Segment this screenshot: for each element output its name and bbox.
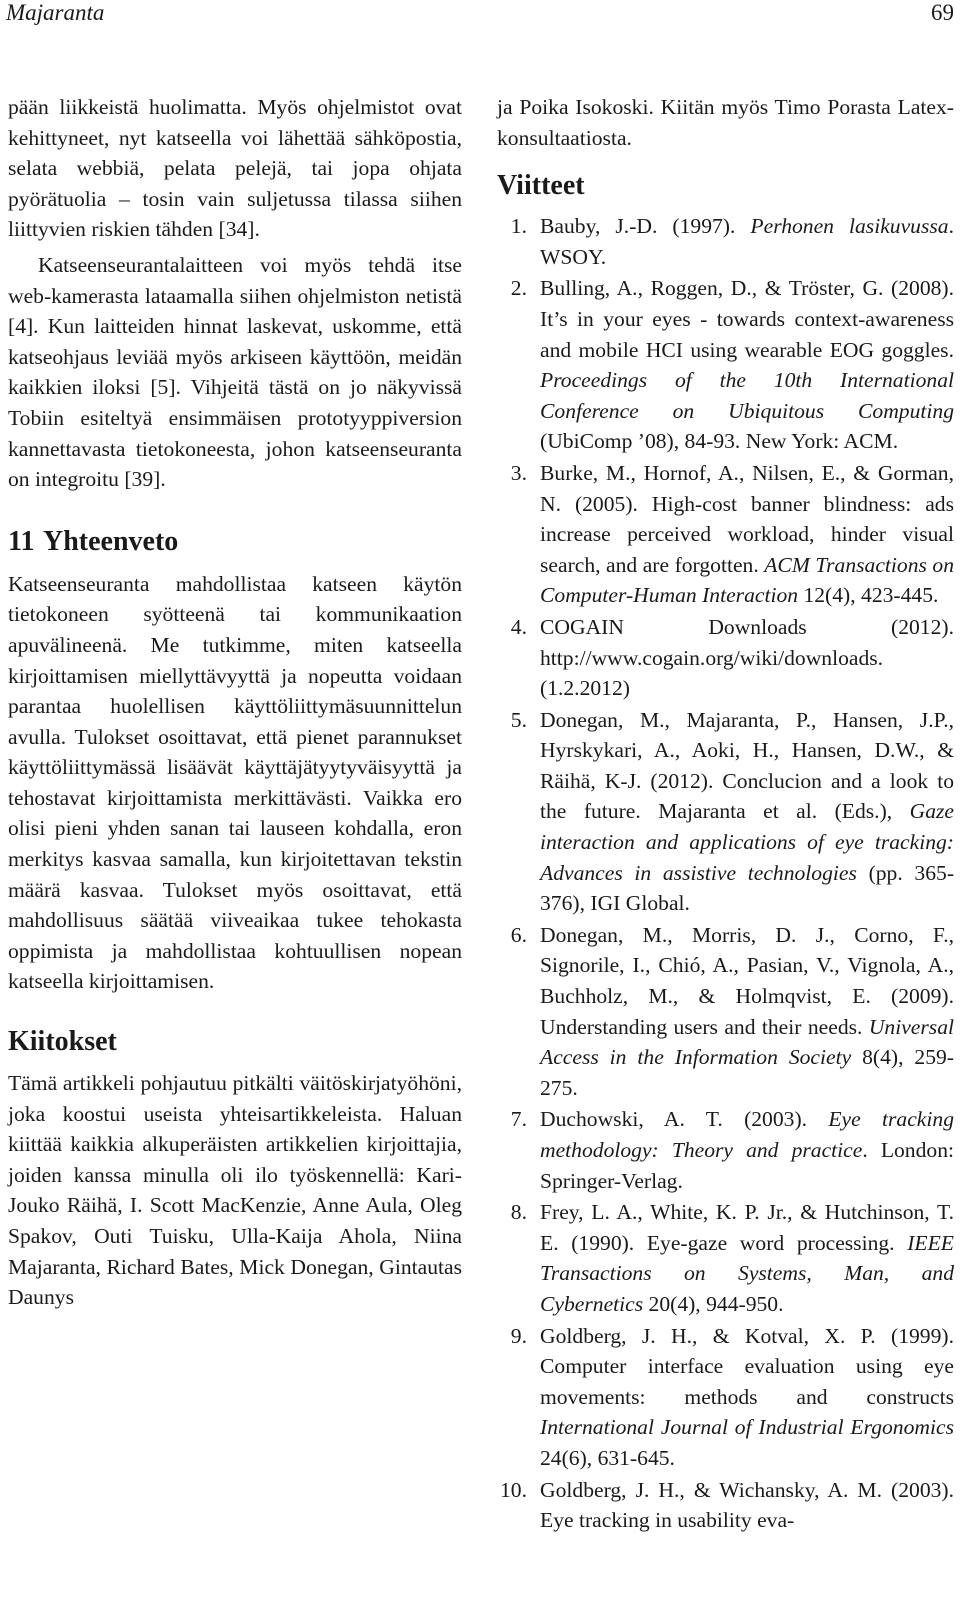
reference-item: [497, 458, 954, 611]
running-header: [6, 0, 954, 30]
reference-item: [497, 1321, 954, 1474]
reference-number: 6.: [510, 922, 527, 947]
reference-number: 8.: [510, 1200, 527, 1225]
section-heading: [8, 525, 462, 559]
reference-text: Donegan, M., Morris, D. J., Corno, F., Signorile, I., Chió, A., Pasian, V., Vignola, A., Buchholz, M., & Holmqvist, E. (2009). Understanding users and their needs.: [540, 922, 954, 1039]
acknowledgements-heading: Kiitokset: [8, 1026, 117, 1058]
reference-details: . WSOY.: [540, 214, 954, 269]
reference-item: [497, 705, 954, 919]
reference-number: 4.: [510, 614, 527, 639]
reference-number: 1.: [510, 214, 527, 239]
reference-text: COGAIN Downloads (2012). http://www.cogain.org/wiki/downloads. (1.2.2012): [540, 614, 954, 701]
reference-details: . London: Springer-Verlag.: [540, 1138, 954, 1193]
reference-details: 12(4), 423-445.: [798, 583, 939, 608]
acknowledgements-paragraph: Tämä artikkeli pohjautuu pitkälti väitöskirjatyöhöni, joka koostui useista yhteisartikkeleista. Haluan kiittää kaikkia alkuperäisten artikkelien kirjoittajia, joiden kanssa minulla oli ilo työskennellä: Kari-Jouko Räihä, I. Scott MacKenzie, Anne Aula, Oleg Spakov, Outi Tuisku, Ulla-Kaija Ahola, Niina Majaranta, Richard Bates, Mick Donegan, Gintautas Daunys: [8, 1071, 462, 1310]
reference-item: [497, 920, 954, 1104]
reference-text: Duchowski, A. T. (2003).: [540, 1107, 829, 1132]
running-title: Majaranta: [6, 0, 105, 25]
reference-text: Bulling, A., Roggen, D., & Tröster, G. (2008). It’s in your eyes - towards context-awareness and mobile HCI using wearable EOG goggles.: [540, 276, 954, 362]
references-heading: Viitteet: [497, 170, 585, 202]
acknowledgements-continuation: ja Poika Isokoski. Kiitän myös Timo Porasta Latex-konsultaatiosta.: [497, 95, 954, 150]
reference-details: 20(4), 944-950.: [643, 1291, 784, 1316]
reference-number: 2.: [510, 276, 527, 301]
left-column: [8, 92, 462, 1313]
reference-source: Eye tracking methodology: Theory and practice: [540, 1107, 954, 1162]
reference-text: Frey, L. A., White, K. P. Jr., & Hutchinson, T. E. (1990). Eye-gaze word processing.: [540, 1200, 954, 1255]
reference-text: Donegan, M., Majaranta, P., Hansen, J.P., Hyrskykari, A., Aoki, H., Hansen, D.W., & Räihä, K-J. (2012). Conclucion and a look to the future. Majaranta et al. (Eds.),: [540, 707, 954, 824]
right-column: [497, 92, 954, 1537]
section-number: 11: [8, 525, 35, 557]
references-list: [497, 211, 954, 1536]
reference-text: Bauby, J.-D. (1997).: [540, 214, 751, 239]
reference-details: (pp. 365-376), IGI Global.: [540, 860, 955, 916]
reference-number: 10.: [500, 1477, 527, 1502]
reference-text: Goldberg, J. H., & Kotval, X. P. (1999). Computer interface evaluation using eye movements: methods and constructs: [540, 1323, 954, 1409]
reference-source: International Journal of Industrial Ergonomics: [540, 1415, 954, 1440]
reference-number: 7.: [510, 1107, 527, 1132]
reference-text: Goldberg, J. H., & Wichansky, A. M. (2003). Eye tracking in usability eva-: [540, 1477, 954, 1533]
section-title: Yhteenveto: [43, 525, 179, 557]
page-number: 69: [931, 0, 954, 25]
reference-details: 24(6), 631-645.: [540, 1445, 675, 1470]
reference-item: [497, 211, 954, 272]
reference-source: Gaze interaction and applications of eye tracking: Advances in assistive technologies: [540, 799, 954, 885]
reference-number: 5.: [510, 707, 527, 732]
reference-source: Universal Access in the Information Society: [540, 1014, 954, 1070]
reference-source: Proceedings of the 10th International Conference on Ubiquitous Computing: [540, 368, 954, 423]
reference-number: 3.: [510, 460, 527, 485]
reference-source: IEEE Transactions on Systems, Man, and Cybernetics: [540, 1230, 954, 1316]
continuation-paragraph: pään liikkeistä huolimatta. Myös ohjelmistot ovat kehittyneet, nyt katseella voi lähettää sähköpostia, selata webbiä, pelata pelejä, tai jopa ohjata pyörätuolia – tosin vain suljetussa tilassa siihen liittyvien riskien tähden [34].: [8, 95, 462, 242]
reference-details: 8(4), 259-275.: [540, 1045, 954, 1100]
reference-source: ACM Transactions on Computer-Human Interaction: [540, 552, 954, 608]
reference-source: Perhonen lasikuvussa: [750, 214, 949, 239]
summary-paragraph: Katseenseuranta mahdollistaa katseen käytön tietokoneen syötteenä tai kommunikaation apuvälineenä. Me tutkimme, miten katseella kirjoittamisen miellyttävyyttä ja nopeutta voidaan parantaa huolellisen käyttöliittymäsuunnittelun avulla. Tulokset osoittavat, että pienet parannukset käyttöliittymässä lisäävät käyttäjätyytyväisyyttä ja tehostavat kirjoittamista merkittävästi. Vaikka ero olisi pieni yhden sanan tai lauseen kohdalla, eron merkitys kasvaa samalla, kun kirjoitettavan tekstin määrä kasvaa. Tulokset myös osoittavat, että mahdollisuus säätää viiveaikaa tukee tehokasta oppimista ja mahdollistaa kohtuullisen nopean katseella kirjoittamisen.: [8, 571, 462, 994]
reference-item: [497, 1104, 954, 1196]
reference-details: (UbiComp ’08), 84-93. New York: ACM.: [540, 429, 899, 454]
body-paragraph: Katseenseurantalaitteen voi myös tehdä itse web-kamerasta lataamalla siihen ohjelmiston netistä [4]. Kun laitteiden hinnat laskevat, uskomme, että katseohjaus leviää myös arkiseen käyttöön, meidän kaikkien iloksi [5]. Vihjeitä tästä on jo näkyvissä Tobiin esiteltyä ensimmäisen prototyyppiversion kannettavasta tietokoneesta, johon katseenseuranta on integroitu [39].: [8, 252, 462, 492]
reference-item: [497, 1475, 954, 1536]
reference-number: 9.: [510, 1323, 527, 1348]
reference-item: [497, 1197, 954, 1319]
reference-item: [497, 273, 954, 457]
reference-item: [497, 612, 954, 704]
reference-text: Burke, M., Hornof, A., Nilsen, E., & Gorman, N. (2005). High-cost banner blindness: ads increase perceived workload, hinder visual search, and are forgotten.: [540, 460, 954, 577]
